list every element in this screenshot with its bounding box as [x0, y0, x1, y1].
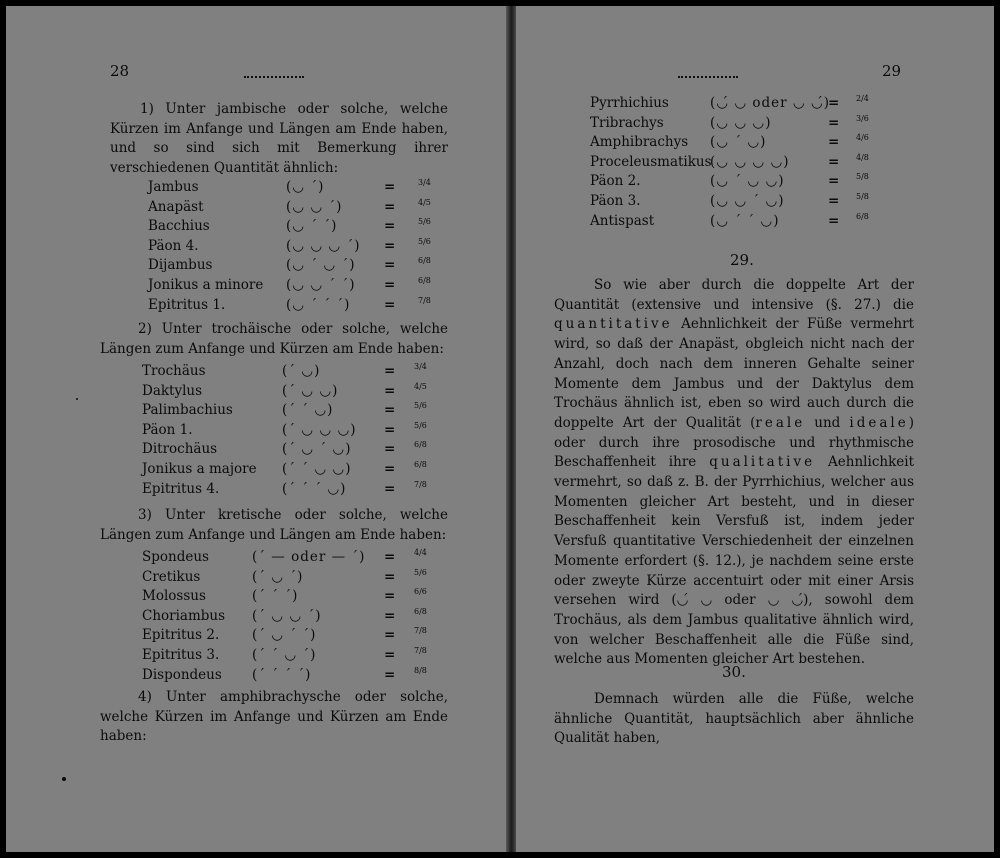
ratio-fraction: 5/6	[418, 236, 431, 246]
equals-sign: =	[828, 192, 840, 209]
section-heading-29: 29.	[730, 251, 754, 269]
equals-sign: =	[384, 237, 396, 254]
ratio-fraction: 3/4	[414, 362, 427, 371]
foot-name: Spondeus	[142, 549, 209, 565]
ratio-fraction: 7/8	[418, 295, 431, 305]
equals-sign: =	[384, 441, 396, 458]
foot-row	[590, 192, 880, 212]
equals-sign: =	[384, 627, 396, 644]
equals-sign: =	[384, 276, 396, 293]
page-number: 29	[882, 62, 902, 80]
ratio-fraction: 6/6	[414, 587, 427, 597]
equals-sign: =	[384, 549, 396, 565]
metrical-notation: (◡ ´ ◡ ´)	[286, 257, 356, 274]
equals-sign: =	[828, 134, 840, 151]
foot-row	[590, 94, 880, 114]
ratio-fraction: 5/8	[856, 172, 869, 182]
metrical-notation: (◡́ ◡ oder ◡ ◡́)	[710, 95, 831, 111]
ratio-fraction: 3/4	[418, 178, 431, 187]
ratio-fraction: 3/6	[856, 113, 869, 123]
metrical-notation: (´ ◡)	[282, 363, 321, 379]
metrical-notation: (◡ ◡ ◡)	[710, 114, 772, 131]
foot-name: Jonikus a minore	[148, 276, 264, 293]
foot-row	[142, 666, 438, 686]
equals-sign: =	[384, 363, 396, 379]
foot-name: Antispast	[590, 212, 655, 229]
metrical-notation: (◡ ´ ◡ ◡)	[710, 173, 785, 190]
metrical-notation: (´ ◡ ◡ ´)	[252, 607, 322, 624]
foot-name: Ditrochäus	[142, 441, 218, 458]
cretic-table	[142, 548, 438, 685]
foot-row	[142, 382, 438, 402]
right-page	[516, 6, 994, 852]
ratio-fraction: 7/8	[414, 479, 427, 489]
metrical-notation: (◡ ◡ ´ ´)	[286, 276, 356, 293]
ratio-fraction: 5/6	[414, 401, 427, 411]
iambic-table	[148, 178, 438, 315]
ratio-fraction: 4/8	[856, 152, 869, 162]
metrical-notation: (◡ ´ ´ ´)	[286, 296, 351, 313]
metrical-notation: (´ ◡ ◡ ◡)	[282, 421, 357, 438]
foot-row	[142, 480, 438, 500]
paragraph-4: 4) Unter amphibrachysche oder solche, welche Kürzen im Anfange und Kürzen am Ende haben:	[100, 689, 448, 745]
foot-name: Tribrachys	[590, 114, 664, 131]
foot-row	[148, 217, 438, 237]
equals-sign: =	[384, 421, 396, 438]
emphasis-qualitative: qualitative	[709, 454, 816, 471]
foot-row	[148, 256, 438, 276]
foot-row	[590, 114, 880, 134]
foot-name: Jonikus a majore	[142, 460, 257, 477]
foot-row	[142, 421, 438, 441]
equals-sign: =	[384, 218, 396, 235]
ratio-fraction: 5/6	[418, 217, 431, 227]
paragraph-3: 3) Unter kretische oder solche, welche Längen zum Anfange und Längen am Ende haben:	[100, 507, 448, 543]
metrical-notation: (◡ ◡ ´)	[286, 198, 343, 215]
foot-row	[148, 237, 438, 257]
ratio-fraction: 6/8	[414, 606, 427, 616]
equals-sign: =	[384, 646, 396, 663]
foot-name: Pyrrhichius	[590, 95, 669, 111]
ratio-fraction: 6/8	[418, 256, 431, 266]
foot-name: Dispondeus	[142, 666, 222, 683]
foot-name: Epitritus 3.	[142, 646, 220, 663]
paragraph-1: 1) Unter jambische oder solche, welche Kürzen im Anfange und Längen am Ende haben, und so sind sich mit Bemerkung ihrer verschiedenen Quantität ähnlich:	[110, 101, 448, 177]
foot-row	[142, 626, 438, 646]
foot-row	[148, 276, 438, 296]
metrical-notation: (´ ◡ ´ ◡)	[282, 441, 352, 458]
equals-sign: =	[828, 173, 840, 190]
foot-name: Amphibrachys	[590, 134, 689, 151]
equals-sign: =	[384, 460, 396, 477]
ratio-fraction: 5/6	[414, 567, 427, 577]
emphasis-quantitative: quantitative	[554, 316, 673, 333]
foot-row	[148, 296, 438, 316]
foot-name: Bacchius	[148, 218, 210, 235]
foot-row	[142, 440, 438, 460]
ratio-fraction: 4/5	[418, 197, 431, 207]
foot-name: Anapäst	[148, 198, 204, 215]
foot-row	[142, 646, 438, 666]
foot-row	[590, 133, 880, 153]
metrical-notation: (◡ ◡ ◡ ◡)	[710, 153, 790, 170]
metrical-notation: (´ ◡ ´)	[252, 568, 304, 585]
emphasis-ideale: ideale	[849, 414, 909, 431]
ratio-fraction: 6/8	[414, 459, 427, 469]
metrical-notation: (´ ◡ ◡)	[282, 382, 339, 399]
ratio-fraction: 5/6	[414, 420, 427, 430]
metrical-notation: (´ ´ ◡ ◡)	[282, 460, 352, 477]
section-heading-30: 30.	[722, 663, 746, 681]
ratio-fraction: 6/8	[418, 275, 431, 285]
paragraph-2: 2) Unter trochäische oder solche, welche Längen zum Anfange und Kürzen am Ende haben:	[100, 321, 448, 357]
trochaic-table	[142, 362, 438, 499]
foot-name: Trochäus	[142, 363, 206, 379]
page-number: 28	[110, 62, 130, 80]
metrical-notation: (◡ ◡ ´ ◡)	[710, 192, 785, 209]
foot-name: Päon 2.	[590, 173, 641, 190]
foot-row	[142, 568, 438, 588]
foot-name: Epitritus 2.	[142, 627, 220, 644]
metrical-notation: (◡ ´)	[286, 179, 325, 195]
foot-row	[590, 212, 880, 232]
foot-name: Daktylus	[142, 382, 203, 399]
ratio-fraction: 6/8	[414, 440, 427, 450]
foot-row	[142, 587, 438, 607]
foot-name: Palimbachius	[142, 402, 233, 419]
ratio-fraction: 7/8	[414, 645, 427, 655]
equals-sign: =	[384, 480, 396, 497]
equals-sign: =	[384, 179, 396, 195]
equals-sign: =	[828, 114, 840, 131]
foot-row	[590, 153, 880, 173]
equals-sign: =	[384, 607, 396, 624]
equals-sign: =	[384, 568, 396, 585]
equals-sign: =	[384, 198, 396, 215]
metrical-notation: (´ ´ ´)	[252, 588, 299, 605]
equals-sign: =	[384, 402, 396, 419]
foot-row	[590, 172, 880, 192]
metrical-notation: (´ ´ ◡ ´)	[252, 646, 317, 663]
equals-sign: =	[384, 257, 396, 274]
foot-name: Dijambus	[148, 257, 213, 274]
metrical-notation: (◡ ◡ ◡ ´)	[286, 237, 361, 254]
metrical-notation: (´ ´ ´ ´)	[252, 666, 312, 683]
foot-row	[142, 401, 438, 421]
foot-row	[148, 178, 438, 198]
foot-name: Molossus	[142, 588, 206, 605]
ratio-fraction: 6/8	[856, 211, 869, 221]
ink-speck	[62, 777, 66, 781]
ratio-fraction: 4/5	[414, 381, 427, 391]
metrical-notation: (´ ´ ◡)	[282, 402, 334, 419]
page-ornament	[244, 70, 304, 78]
metrical-notation: (´ ´ ´ ◡)	[282, 480, 347, 497]
foot-name: Päon 1.	[142, 421, 193, 438]
ratio-fraction: 4/4	[414, 548, 427, 557]
foot-row	[148, 198, 438, 218]
foot-name: Proceleusmatikus	[590, 153, 712, 170]
equals-sign: =	[384, 382, 396, 399]
book-spread	[6, 6, 994, 852]
foot-name: Epitritus 1.	[148, 296, 226, 313]
metrical-notation: (´ — oder — ´)	[252, 549, 366, 565]
foot-name: Epitritus 4.	[142, 480, 220, 497]
ratio-fraction: 5/8	[856, 191, 869, 201]
equals-sign: =	[384, 296, 396, 313]
equals-sign: =	[828, 95, 840, 111]
equals-sign: =	[384, 588, 396, 605]
foot-name: Cretikus	[142, 568, 201, 585]
equals-sign: =	[828, 153, 840, 170]
ratio-fraction: 2/4	[856, 94, 869, 103]
foot-name: Päon 4.	[148, 237, 199, 254]
ratio-fraction: 4/6	[856, 133, 869, 143]
foot-name: Päon 3.	[590, 192, 641, 209]
foot-row	[142, 548, 438, 568]
foot-row	[142, 460, 438, 480]
paragraph-30: Demnach würden alle die Füße, welche ähnliche Quantität, hauptsächlich aber ähnliche Qualität haben,	[554, 691, 914, 747]
metrical-notation: (◡ ´ ´ ◡)	[710, 212, 780, 229]
metrical-notation: (´ ◡ ´ ´)	[252, 627, 317, 644]
left-page	[6, 6, 506, 852]
equals-sign: =	[384, 666, 396, 683]
paragraph-29: So wie aber durch die doppelte Art der Quantität (extensive und intensive (§. 27.) die quantitative Aehnlichkeit der Füße vermehrt wird, so daß der Anapäst, obgleich nicht nach der Anzahl, doch nach dem inneren Gehalte seiner Momente dem Jambus und der Daktylus dem Trochäus ähnlich ist, eben so wird auch durch die doppelte Art der Qualität (reale und ideale) oder durch ihre prosodische und rhythmische Beschaffenheit ihre qualitative Aehnlichkeit vermehrt, so daß z. B. der Pyrrhichius, welcher aus Momenten gleicher Art besteht, und in dieser Beschaffenheit kein Versfuß ist, indem jeder Versfuß quantitative Verschiedenheit der einzelnen Momente erfordert (§. 12.), je nachdem seine erste oder zweyte Kürze accentuirt oder mit einer Arsis versehen wird (◡́ ◡ oder ◡ ◡́), sowohl dem Trochäus, als dem Jambus qualitative ähnlich wird, von welcher Beschaffenheit alle die Füße sind, welche aus Momenten gleicher Art bestehen.	[554, 277, 914, 668]
foot-row	[142, 362, 438, 382]
ratio-fraction: 7/8	[414, 626, 427, 636]
foot-name: Jambus	[148, 179, 199, 195]
amphibrachic-table	[590, 94, 880, 231]
emphasis-reale: reale	[755, 414, 806, 431]
metrical-notation: (◡ ´ ◡)	[710, 134, 767, 151]
ratio-fraction: 8/8	[414, 665, 427, 675]
page-ornament	[678, 70, 738, 78]
equals-sign: =	[828, 212, 840, 229]
foot-row	[142, 607, 438, 627]
ink-speck	[76, 398, 78, 400]
book-gutter	[506, 6, 516, 852]
metrical-notation: (◡ ´ ´)	[286, 218, 338, 235]
foot-name: Choriambus	[142, 607, 226, 624]
